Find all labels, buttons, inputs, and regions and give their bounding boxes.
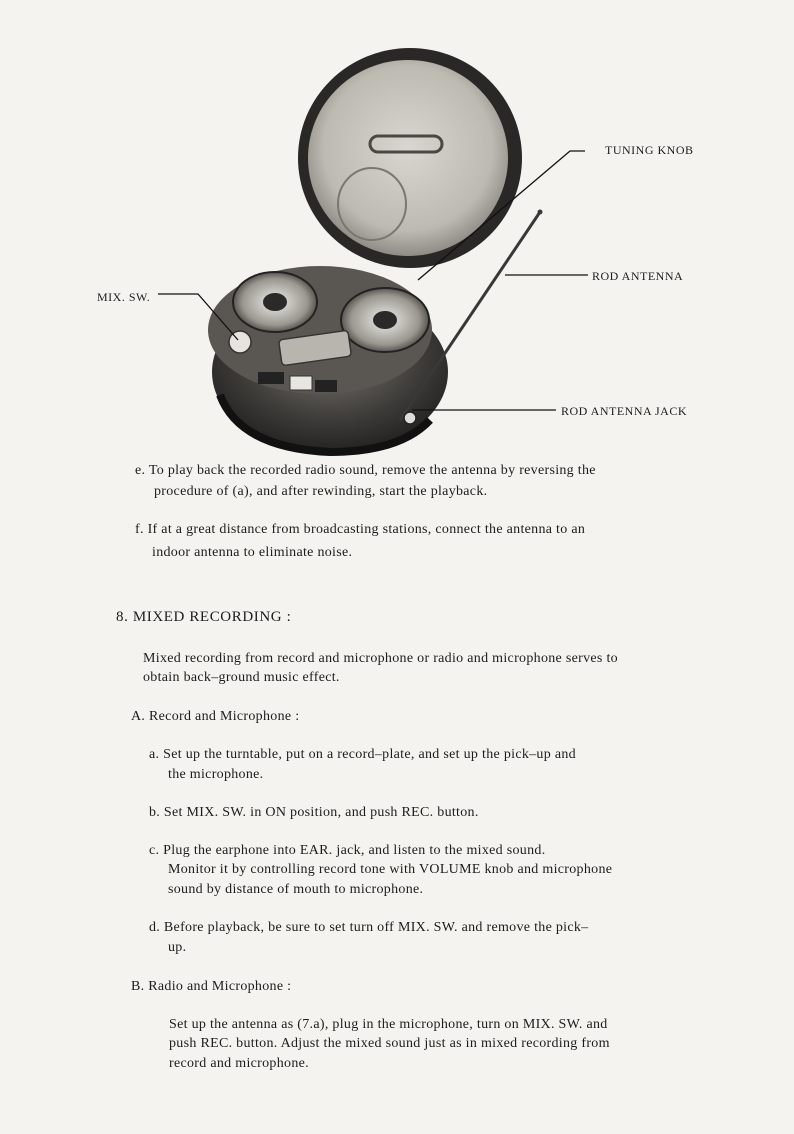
item-text-line: the microphone. <box>168 767 264 782</box>
left-reel-hub <box>263 293 287 311</box>
item-label: e. <box>135 463 146 478</box>
section-title: MIXED RECORDING : <box>132 609 292 625</box>
subsection-label: B. <box>131 979 145 994</box>
subsection-b-heading <box>131 976 291 997</box>
subsection-b-line: push REC. button. Adjust the mixed sound just as in mixed recording from <box>169 1036 610 1051</box>
subsection-title: Radio and Microphone : <box>148 979 292 994</box>
subsection-b-line: Set up the antenna as (7.a), plug in the microphone, turn on MIX. SW. and <box>169 1017 608 1032</box>
item-label: b. <box>149 805 161 820</box>
control-button <box>290 376 312 390</box>
lid-inner <box>308 60 508 256</box>
list-item-a <box>149 744 576 765</box>
item-text-line: Monitor it by controlling record tone with VOLUME knob and microphone <box>168 862 613 877</box>
antenna-jack <box>404 412 416 424</box>
callout-rod-antenna-jack: ROD ANTENNA JACK <box>561 404 688 418</box>
item-label: d. <box>149 920 161 935</box>
callout-rod-antenna: ROD ANTENNA <box>592 269 684 283</box>
control-button <box>315 380 337 392</box>
callout-mix-sw: MIX. SW. <box>97 290 151 304</box>
device-illustration <box>0 0 794 460</box>
subsection-label: A. <box>131 709 146 724</box>
list-item-f-continuation: indoor antenna to eliminate noise. <box>152 545 353 560</box>
list-item-b <box>149 802 479 823</box>
item-text-line: up. <box>168 940 187 955</box>
item-text-line: If at a great distance from broadcasting stations, connect the antenna to an <box>147 522 586 537</box>
subsection-title: Record and Microphone : <box>149 709 300 724</box>
list-item-f <box>135 519 585 540</box>
callout-tuning-knob: TUNING KNOB <box>605 143 694 157</box>
subsection-a-heading <box>131 706 299 727</box>
item-label: a. <box>149 747 160 762</box>
list-item-e <box>135 460 596 481</box>
section-number: 8. <box>116 609 129 625</box>
right-reel-hub <box>373 311 397 329</box>
control-button <box>258 372 284 384</box>
item-text-line: Before playback, be sure to set turn off MIX. SW. and remove the pick– <box>163 920 589 935</box>
item-label: c. <box>149 843 160 858</box>
tape-recorder-image <box>0 0 794 460</box>
antenna-tip <box>538 210 543 215</box>
item-label: f. <box>135 522 144 537</box>
item-text-line: Set MIX. SW. in ON position, and push REC. button. <box>163 805 479 820</box>
section-intro-line: obtain back–ground music effect. <box>143 670 340 685</box>
item-text-line: Plug the earphone into EAR. jack, and listen to the mixed sound. <box>163 843 546 858</box>
subsection-b-line: record and microphone. <box>169 1056 309 1071</box>
list-item-d <box>149 917 588 938</box>
item-text-line: sound by distance of mouth to microphone. <box>168 882 424 897</box>
section-heading <box>116 609 291 626</box>
list-item-c <box>149 840 546 861</box>
list-item-e-continuation: procedure of (a), and after rewinding, start the playback. <box>154 484 488 499</box>
section-intro-line: Mixed recording from record and microphone or radio and microphone serves to <box>143 651 618 666</box>
item-text-line: Set up the turntable, put on a record–plate, and set up the pick–up and <box>163 747 576 762</box>
item-text-line: To play back the recorded radio sound, remove the antenna by reversing the <box>148 463 596 478</box>
